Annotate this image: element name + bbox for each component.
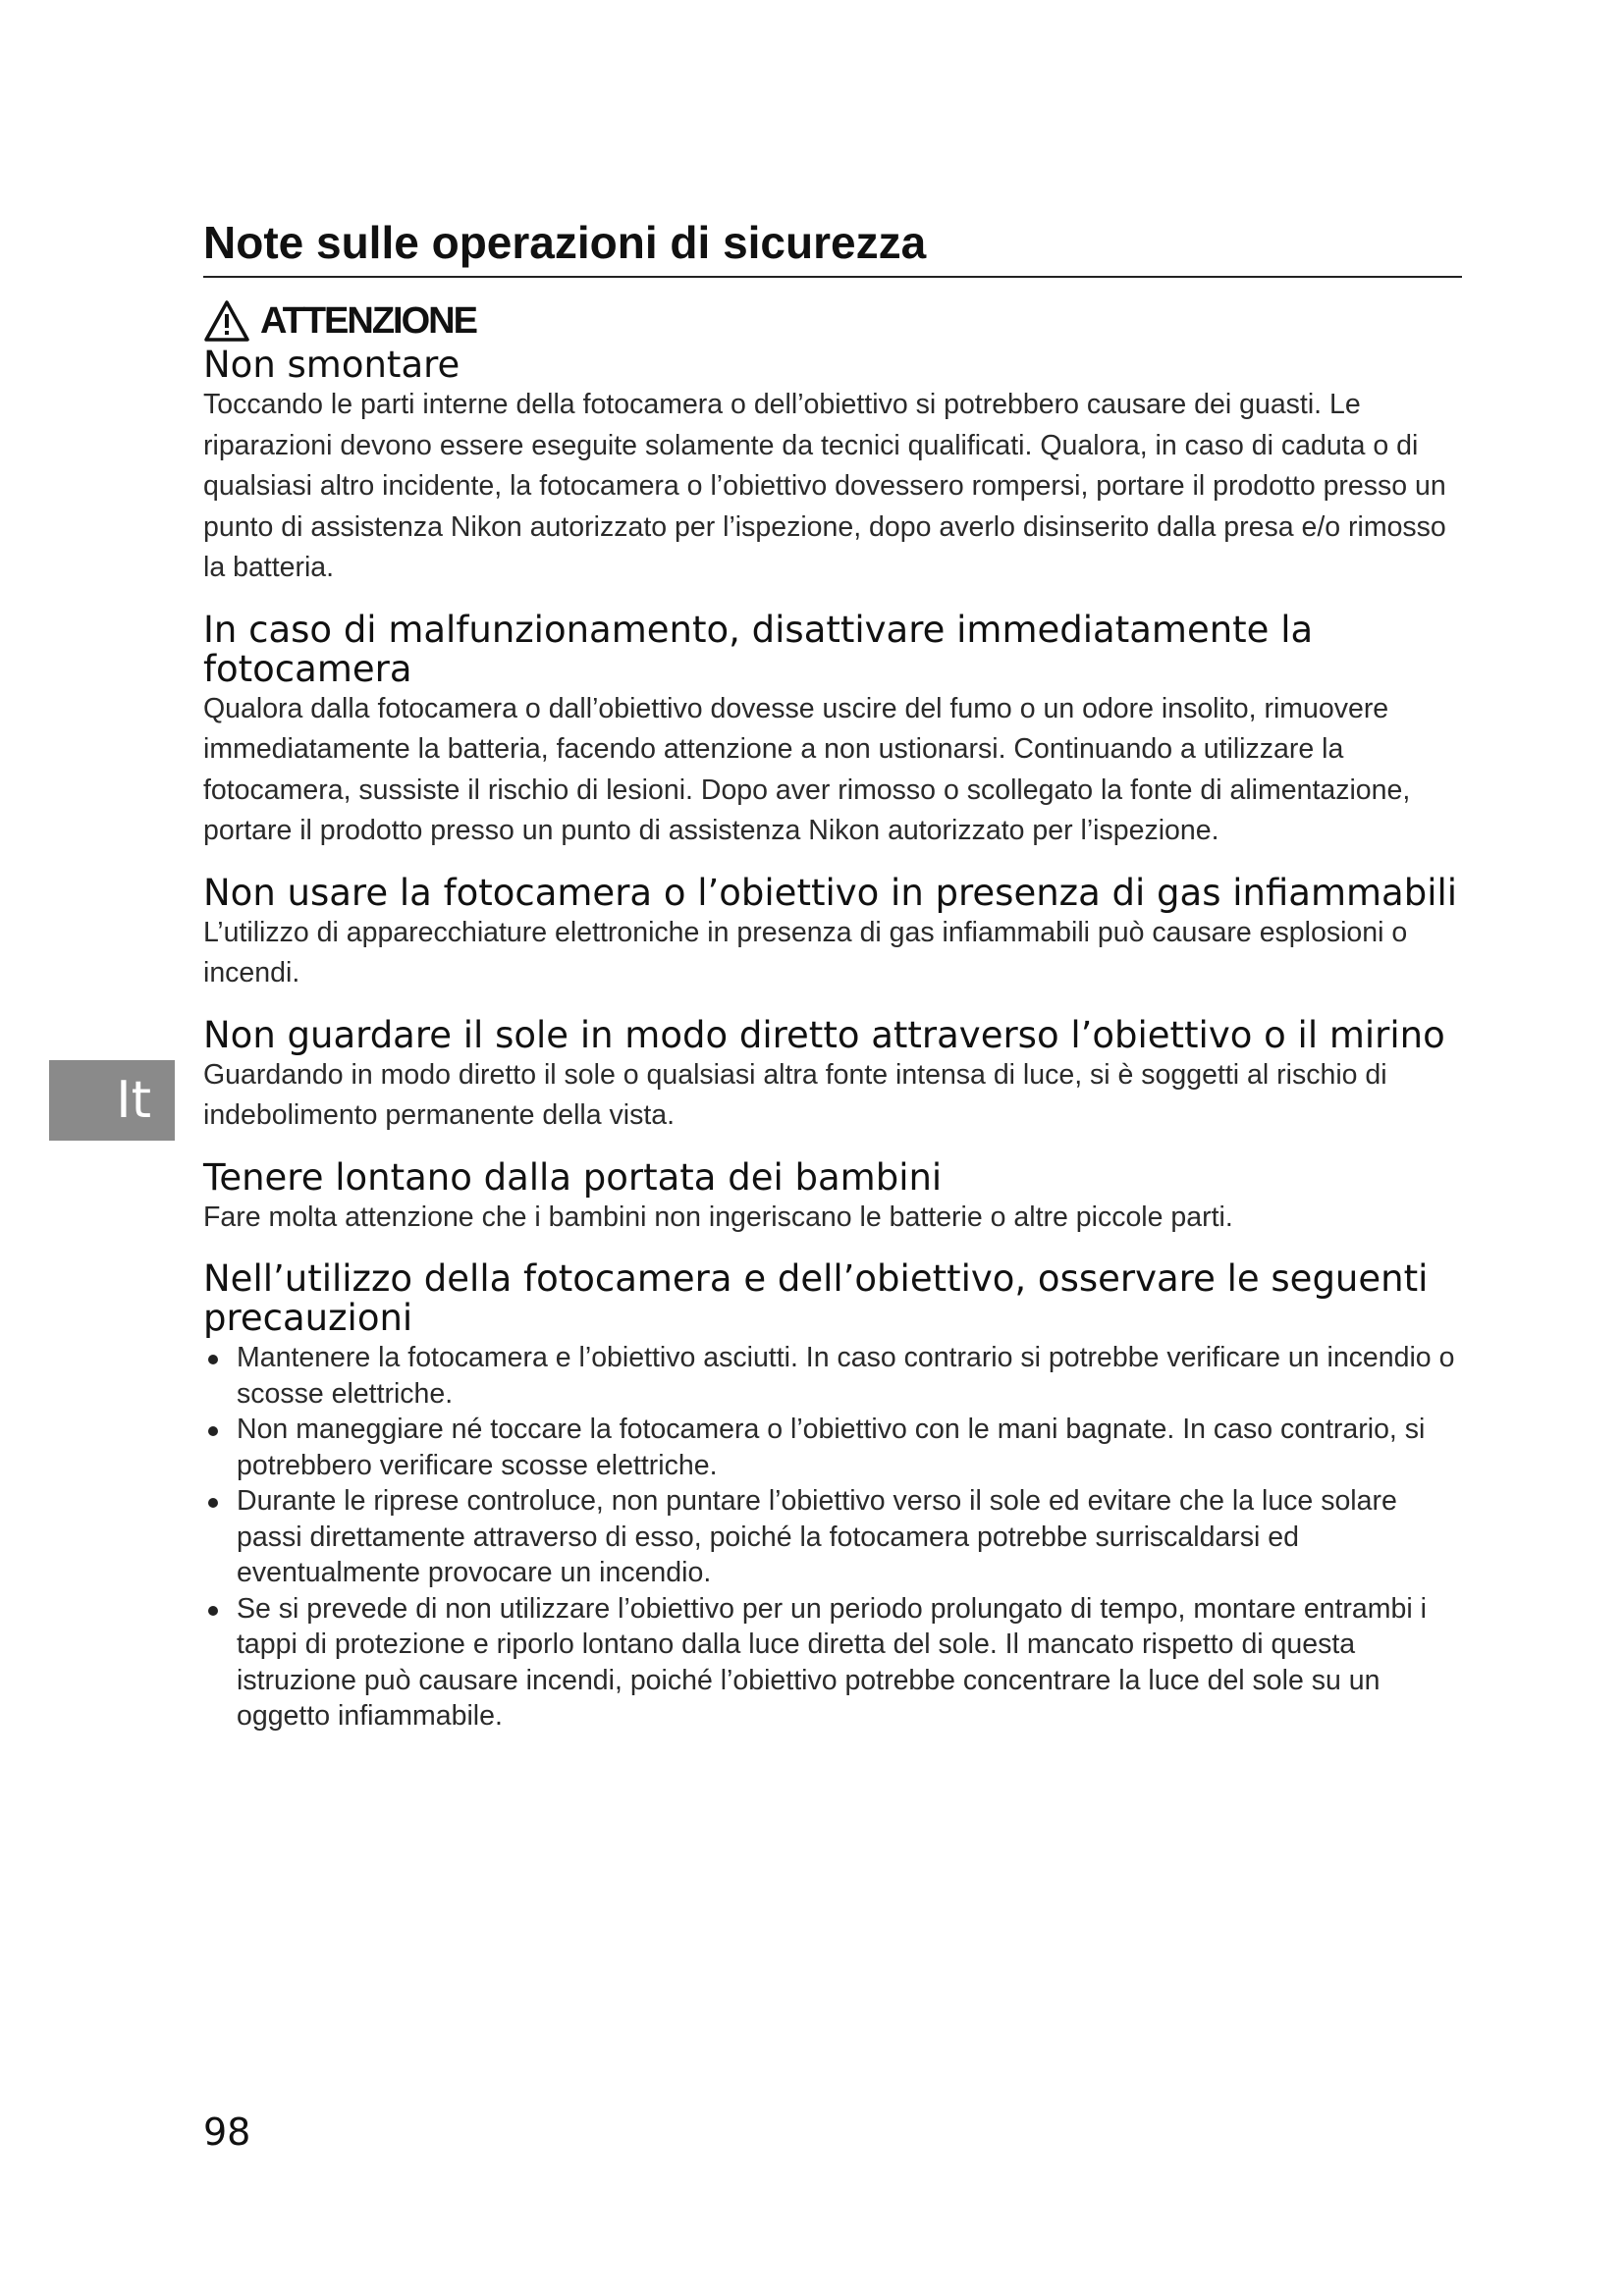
list-item xyxy=(203,1483,1460,1591)
bullet-icon xyxy=(208,1426,218,1436)
bullet-icon xyxy=(208,1498,218,1508)
list-item xyxy=(203,1412,1460,1483)
section-body: Fare molta attenzione che i bambini non ingeriscano le batterie o altre piccole parti. xyxy=(203,1201,1233,1233)
section-body: Toccando le parti interne della fotocamera o dell’obiettivo si potrebbero causare dei guasti. Le riparazioni devono essere eseguite solamente da tecnici qualificati. Qualora, in caso di caduta o di qualsiasi altro incidente, la fotocamera o l’obiettivo dovessero rompersi, portare il prodotto presso un punto di assistenza Nikon autorizzato per l’ispezione, dopo averlo disinserito dalla presa e/o rimosso la batteria. xyxy=(203,389,1446,583)
list-item xyxy=(203,1340,1460,1412)
page-number: 98 xyxy=(203,2110,251,2154)
section-bambini xyxy=(203,1155,1460,1239)
list-item xyxy=(203,1591,1460,1735)
section-malfunzionamento xyxy=(203,608,1460,852)
list-item-text: Durante le riprese controluce, non puntare l’obiettivo verso il sole ed evitare che la luce solare passi direttamente attraverso di esso, poiché la fotocamera potrebbe surriscaldarsi ed eventualmente provocare un incendio. xyxy=(237,1485,1397,1588)
bullet-icon xyxy=(208,1355,218,1364)
warning-triangle-icon xyxy=(203,299,250,343)
language-tab: It xyxy=(49,1060,175,1141)
bullet-icon xyxy=(208,1606,218,1616)
section-body: Guardando in modo diretto il sole o qualsiasi altra fonte intensa di luce, si è soggetti al rischio di indebolimento permanente della vista. xyxy=(203,1058,1387,1131)
content xyxy=(203,296,1460,1735)
list-item-text: Se si prevede di non utilizzare l’obiettivo per un periodo prolungato di tempo, montare entrambi i tappi di protezione e riporlo lontano dalla luce diretta del sole. Il mancato rispetto di questa istruzione può causare incendi, poiché l’obiettivo potrebbe concentrare la luce del sole su un oggetto infiammabile. xyxy=(237,1592,1427,1732)
precautions-list xyxy=(203,1340,1460,1735)
section-body: L’utilizzo di apparecchiature elettroniche in presenza di gas infiammabili può causare esplosioni o incendi. xyxy=(203,916,1408,988)
section-title: Tenere lontano dalla portata dei bambini xyxy=(203,1155,943,1199)
warning-heading xyxy=(203,296,1460,346)
section-non-smontare xyxy=(203,346,1460,589)
list-item-text: Non maneggiare né toccare la fotocamera o l’obiettivo con le mani bagnate. In caso contrario, si potrebbero verificare scosse elettriche. xyxy=(237,1414,1426,1481)
warning-label: ATTENZIONE xyxy=(260,299,476,342)
section-non-guardare-sole xyxy=(203,1013,1460,1137)
section-title: In caso di malfunzionamento, disattivare immediatamente la fotocamera xyxy=(203,608,1314,690)
section-title: Non guardare il sole in modo diretto attraverso l’obiettivo o il mirino xyxy=(203,1013,1445,1056)
page-title: Note sulle operazioni di sicurezza xyxy=(203,216,1462,278)
section-title: Non usare la fotocamera o l’obiettivo in presenza di gas infiammabili xyxy=(203,871,1458,914)
section-precauzioni xyxy=(203,1259,1460,1735)
section-title: Nell’utilizzo della fotocamera e dell’obiettivo, osservare le seguenti precauzioni xyxy=(203,1257,1429,1339)
section-gas-infiammabili xyxy=(203,871,1460,994)
list-item-text: Mantenere la fotocamera e l’obiettivo asciutti. In caso contrario si potrebbe verificare un incendio o scosse elettriche. xyxy=(237,1342,1455,1410)
section-body: Qualora dalla fotocamera o dall’obiettivo dovesse uscire del fumo o un odore insolito, rimuovere immediatamente la batteria, facendo attenzione a non ustionarsi. Continuando a utilizzare la fotocamera, sussiste il rischio di lesioni. Dopo aver rimosso o scollegato la fonte di alimentazione, portare il prodotto presso un punto di assistenza Nikon autorizzato per l’ispezione. xyxy=(203,692,1411,846)
section-title: Non smontare xyxy=(203,344,460,386)
